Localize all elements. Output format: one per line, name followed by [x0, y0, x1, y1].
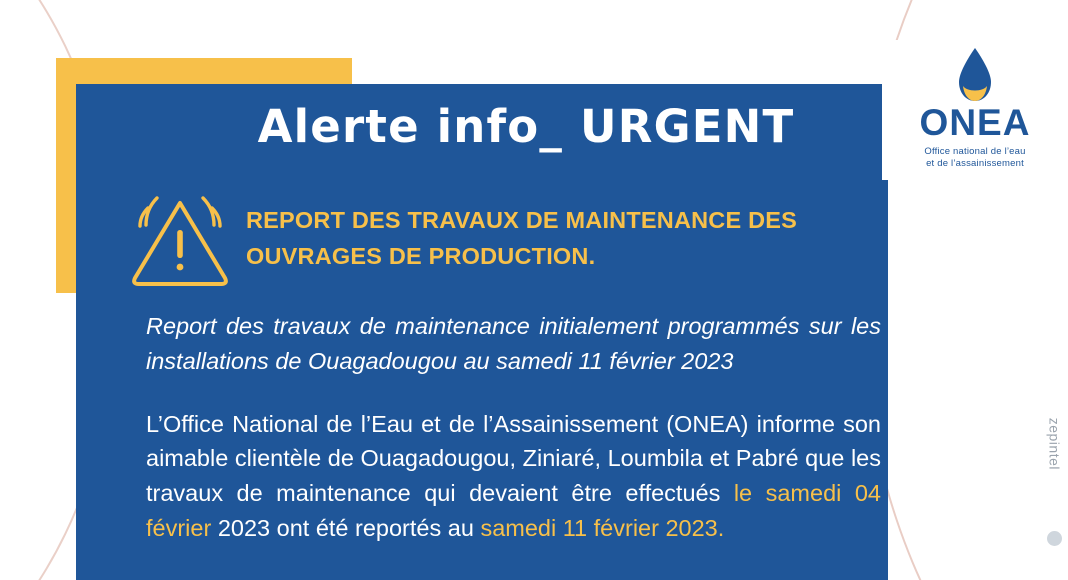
onea-logo-tagline: [924, 146, 1025, 170]
body-highlight-date-2: samedi 11 février 2023.: [480, 514, 725, 541]
alert-title-row: [116, 180, 876, 290]
body-text-part-2: 2023 ont été reportés au: [211, 514, 481, 541]
announcement-body: [146, 309, 881, 546]
body-highlight-date-1: le samedi 04 février: [146, 480, 881, 541]
warning-triangle-icon: [116, 180, 246, 290]
watermark-badge: [1047, 531, 1062, 546]
onea-tagline-line-2: et de l’assainissement: [926, 157, 1024, 169]
watermark-label: zepintel: [1046, 417, 1062, 470]
water-drop-icon: [953, 46, 997, 102]
body-paragraph: [146, 407, 881, 546]
announcement-card: [76, 84, 888, 580]
subtitle-paragraph: Report des travaux de maintenance initialement programmés sur les installations de Ouagadougou au samedi 11 février 2023: [146, 313, 881, 374]
body-text-part-1: L’Office National de l’Eau et de l’Assainissement (ONEA) informe son aimable clientèle de Ouagadougou, Ziniaré, Loumbila et Pabré que les travaux de maintenance qui devaient être effectués: [146, 410, 881, 507]
onea-tagline-line-1: Office national de l’eau: [924, 146, 1026, 157]
page-title: Alerte info_ URGENT: [257, 100, 795, 153]
onea-logo: [882, 40, 1068, 180]
onea-logo-text: ONEA: [919, 102, 1031, 143]
alert-title: REPORT DES TRAVAUX DE MAINTENANCE DES OUVRAGES DE PRODUCTION.: [246, 207, 797, 270]
